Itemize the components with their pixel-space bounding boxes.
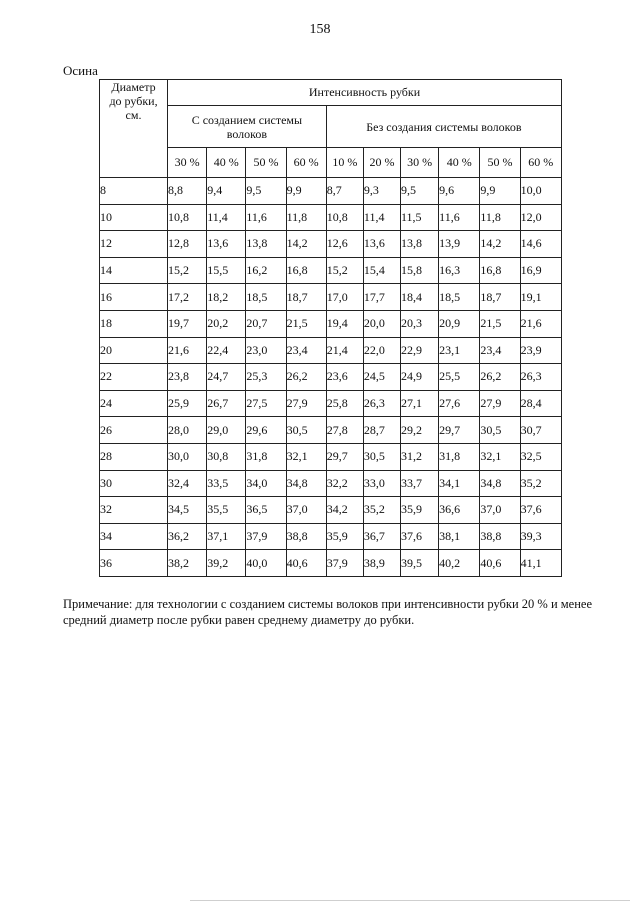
value-cell: 13,8 <box>401 231 439 258</box>
value-cell: 19,7 <box>168 310 207 337</box>
value-cell: 21,5 <box>480 310 520 337</box>
value-cell: 37,0 <box>286 497 326 524</box>
value-cell: 10,8 <box>326 204 363 231</box>
value-cell: 34,1 <box>439 470 480 497</box>
value-cell: 36,5 <box>246 497 286 524</box>
value-cell: 23,4 <box>480 337 520 364</box>
diameter-cell: 16 <box>100 284 168 311</box>
scan-edge-line <box>190 900 630 901</box>
footnote: Примечание: для технологии с созданием системы волоков при интенсивности рубки 20 % и менее средний диаметр после рубки равен среднему диаметру до рубки. <box>63 597 593 627</box>
table-row <box>100 550 562 577</box>
percent-header: 60 % <box>286 148 326 178</box>
value-cell: 21,4 <box>326 337 363 364</box>
value-cell: 30,5 <box>363 443 400 470</box>
value-cell: 20,9 <box>439 310 480 337</box>
table-body <box>100 178 562 577</box>
value-cell: 38,2 <box>168 550 207 577</box>
diameter-cell: 34 <box>100 523 168 550</box>
value-cell: 34,0 <box>246 470 286 497</box>
value-cell: 20,0 <box>363 310 400 337</box>
table-row <box>100 364 562 391</box>
value-cell: 18,2 <box>207 284 246 311</box>
value-cell: 40,6 <box>286 550 326 577</box>
percent-header: 60 % <box>520 148 561 178</box>
value-cell: 9,9 <box>286 178 326 205</box>
diameter-cell: 30 <box>100 470 168 497</box>
value-cell: 11,6 <box>246 204 286 231</box>
value-cell: 32,4 <box>168 470 207 497</box>
value-cell: 9,3 <box>363 178 400 205</box>
value-cell: 28,0 <box>168 417 207 444</box>
diameter-cell: 22 <box>100 364 168 391</box>
value-cell: 23,0 <box>246 337 286 364</box>
diameter-cell: 18 <box>100 310 168 337</box>
value-cell: 27,9 <box>480 390 520 417</box>
value-cell: 22,0 <box>363 337 400 364</box>
value-cell: 38,1 <box>439 523 480 550</box>
value-cell: 25,3 <box>246 364 286 391</box>
value-cell: 11,8 <box>480 204 520 231</box>
value-cell: 11,4 <box>207 204 246 231</box>
value-cell: 27,9 <box>286 390 326 417</box>
value-cell: 29,0 <box>207 417 246 444</box>
value-cell: 32,1 <box>286 443 326 470</box>
species-label: Осина <box>63 63 98 78</box>
value-cell: 32,1 <box>480 443 520 470</box>
value-cell: 17,7 <box>363 284 400 311</box>
table-row <box>100 497 562 524</box>
diameter-cell: 14 <box>100 257 168 284</box>
diameter-cell: 12 <box>100 231 168 258</box>
value-cell: 17,0 <box>326 284 363 311</box>
value-cell: 37,9 <box>246 523 286 550</box>
value-cell: 27,5 <box>246 390 286 417</box>
value-cell: 10,0 <box>520 178 561 205</box>
value-cell: 19,4 <box>326 310 363 337</box>
value-cell: 34,8 <box>480 470 520 497</box>
percent-header-row <box>100 148 562 178</box>
value-cell: 32,5 <box>520 443 561 470</box>
value-cell: 17,2 <box>168 284 207 311</box>
value-cell: 28,4 <box>520 390 561 417</box>
value-cell: 38,8 <box>286 523 326 550</box>
value-cell: 15,2 <box>326 257 363 284</box>
value-cell: 28,7 <box>363 417 400 444</box>
table-row <box>100 390 562 417</box>
value-cell: 29,2 <box>401 417 439 444</box>
value-cell: 18,5 <box>439 284 480 311</box>
value-cell: 15,2 <box>168 257 207 284</box>
value-cell: 29,7 <box>439 417 480 444</box>
value-cell: 30,5 <box>286 417 326 444</box>
table-row <box>100 204 562 231</box>
value-cell: 25,5 <box>439 364 480 391</box>
table-row <box>100 417 562 444</box>
value-cell: 24,9 <box>401 364 439 391</box>
value-cell: 11,8 <box>286 204 326 231</box>
value-cell: 16,8 <box>286 257 326 284</box>
value-cell: 39,3 <box>520 523 561 550</box>
value-cell: 35,2 <box>520 470 561 497</box>
table-row <box>100 310 562 337</box>
value-cell: 22,4 <box>207 337 246 364</box>
percent-header: 50 % <box>246 148 286 178</box>
page-number: 158 <box>309 22 331 37</box>
value-cell: 30,7 <box>520 417 561 444</box>
value-cell: 37,9 <box>326 550 363 577</box>
percent-header: 20 % <box>363 148 400 178</box>
diameter-cell: 32 <box>100 497 168 524</box>
value-cell: 34,8 <box>286 470 326 497</box>
value-cell: 11,5 <box>401 204 439 231</box>
table-row <box>100 470 562 497</box>
value-cell: 23,9 <box>520 337 561 364</box>
diameter-header-line: см. <box>125 108 142 122</box>
value-cell: 11,4 <box>363 204 400 231</box>
value-cell: 39,5 <box>401 550 439 577</box>
diameter-header-line: Диаметр <box>111 80 156 94</box>
value-cell: 21,5 <box>286 310 326 337</box>
diameter-cell: 36 <box>100 550 168 577</box>
value-cell: 29,6 <box>246 417 286 444</box>
diameter-table <box>99 79 562 577</box>
value-cell: 40,6 <box>480 550 520 577</box>
table-row <box>100 337 562 364</box>
percent-header: 40 % <box>439 148 480 178</box>
value-cell: 31,8 <box>246 443 286 470</box>
value-cell: 36,6 <box>439 497 480 524</box>
group-header-line: Без создания системы волоков <box>366 119 522 134</box>
table-row <box>100 231 562 258</box>
value-cell: 18,4 <box>401 284 439 311</box>
value-cell: 26,7 <box>207 390 246 417</box>
value-cell: 26,2 <box>286 364 326 391</box>
value-cell: 26,3 <box>363 390 400 417</box>
table-row <box>100 523 562 550</box>
value-cell: 15,4 <box>363 257 400 284</box>
value-cell: 26,3 <box>520 364 561 391</box>
diameter-cell: 24 <box>100 390 168 417</box>
value-cell: 8,7 <box>326 178 363 205</box>
value-cell: 9,4 <box>207 178 246 205</box>
diameter-cell: 20 <box>100 337 168 364</box>
value-cell: 38,8 <box>480 523 520 550</box>
value-cell: 15,8 <box>401 257 439 284</box>
value-cell: 14,2 <box>480 231 520 258</box>
value-cell: 37,6 <box>520 497 561 524</box>
table-row <box>100 443 562 470</box>
value-cell: 13,8 <box>246 231 286 258</box>
value-cell: 13,6 <box>363 231 400 258</box>
value-cell: 39,2 <box>207 550 246 577</box>
percent-header: 50 % <box>480 148 520 178</box>
value-cell: 10,8 <box>168 204 207 231</box>
value-cell: 13,9 <box>439 231 480 258</box>
value-cell: 30,5 <box>480 417 520 444</box>
table-row <box>100 284 562 311</box>
value-cell: 11,6 <box>439 204 480 231</box>
value-cell: 26,2 <box>480 364 520 391</box>
value-cell: 9,6 <box>439 178 480 205</box>
value-cell: 18,5 <box>246 284 286 311</box>
value-cell: 23,6 <box>326 364 363 391</box>
value-cell: 31,8 <box>439 443 480 470</box>
value-cell: 23,1 <box>439 337 480 364</box>
value-cell: 12,0 <box>520 204 561 231</box>
table-row <box>100 178 562 205</box>
value-cell: 16,3 <box>439 257 480 284</box>
diameter-cell: 28 <box>100 443 168 470</box>
value-cell: 19,1 <box>520 284 561 311</box>
value-cell: 29,7 <box>326 443 363 470</box>
value-cell: 27,6 <box>439 390 480 417</box>
percent-header: 10 % <box>326 148 363 178</box>
value-cell: 38,9 <box>363 550 400 577</box>
percent-header: 40 % <box>207 148 246 178</box>
value-cell: 37,6 <box>401 523 439 550</box>
value-cell: 37,0 <box>480 497 520 524</box>
value-cell: 18,7 <box>286 284 326 311</box>
value-cell: 21,6 <box>168 337 207 364</box>
value-cell: 9,5 <box>246 178 286 205</box>
value-cell: 40,0 <box>246 550 286 577</box>
diameter-cell: 10 <box>100 204 168 231</box>
value-cell: 22,9 <box>401 337 439 364</box>
value-cell: 33,5 <box>207 470 246 497</box>
value-cell: 25,8 <box>326 390 363 417</box>
value-cell: 20,7 <box>246 310 286 337</box>
value-cell: 32,2 <box>326 470 363 497</box>
value-cell: 24,7 <box>207 364 246 391</box>
value-cell: 15,5 <box>207 257 246 284</box>
value-cell: 14,6 <box>520 231 561 258</box>
value-cell: 40,2 <box>439 550 480 577</box>
value-cell: 20,3 <box>401 310 439 337</box>
value-cell: 36,2 <box>168 523 207 550</box>
value-cell: 41,1 <box>520 550 561 577</box>
value-cell: 25,9 <box>168 390 207 417</box>
value-cell: 34,5 <box>168 497 207 524</box>
diameter-header-line: до рубки, <box>109 94 158 108</box>
value-cell: 16,2 <box>246 257 286 284</box>
value-cell: 23,8 <box>168 364 207 391</box>
value-cell: 13,6 <box>207 231 246 258</box>
value-cell: 30,0 <box>168 443 207 470</box>
value-cell: 33,7 <box>401 470 439 497</box>
value-cell: 16,9 <box>520 257 561 284</box>
diameter-cell: 8 <box>100 178 168 205</box>
table-row <box>100 257 562 284</box>
group-header-without-skid-trails <box>326 106 561 148</box>
value-cell: 21,6 <box>520 310 561 337</box>
value-cell: 35,5 <box>207 497 246 524</box>
value-cell: 30,8 <box>207 443 246 470</box>
value-cell: 35,9 <box>401 497 439 524</box>
value-cell: 35,9 <box>326 523 363 550</box>
value-cell: 12,6 <box>326 231 363 258</box>
intensity-header: Интенсивность рубки <box>168 80 562 106</box>
value-cell: 8,8 <box>168 178 207 205</box>
diameter-column-header <box>100 80 168 178</box>
percent-header: 30 % <box>168 148 207 178</box>
value-cell: 31,2 <box>401 443 439 470</box>
diameter-cell: 26 <box>100 417 168 444</box>
value-cell: 27,1 <box>401 390 439 417</box>
value-cell: 37,1 <box>207 523 246 550</box>
value-cell: 34,2 <box>326 497 363 524</box>
value-cell: 33,0 <box>363 470 400 497</box>
group-header-with-skid-trails <box>168 106 327 148</box>
group-header-line: волоков <box>226 126 268 141</box>
value-cell: 16,8 <box>480 257 520 284</box>
value-cell: 35,2 <box>363 497 400 524</box>
value-cell: 14,2 <box>286 231 326 258</box>
value-cell: 18,7 <box>480 284 520 311</box>
value-cell: 23,4 <box>286 337 326 364</box>
value-cell: 20,2 <box>207 310 246 337</box>
value-cell: 9,5 <box>401 178 439 205</box>
group-header-line: С созданием системы <box>191 112 303 127</box>
value-cell: 27,8 <box>326 417 363 444</box>
value-cell: 9,9 <box>480 178 520 205</box>
percent-header: 30 % <box>401 148 439 178</box>
value-cell: 24,5 <box>363 364 400 391</box>
value-cell: 36,7 <box>363 523 400 550</box>
value-cell: 12,8 <box>168 231 207 258</box>
